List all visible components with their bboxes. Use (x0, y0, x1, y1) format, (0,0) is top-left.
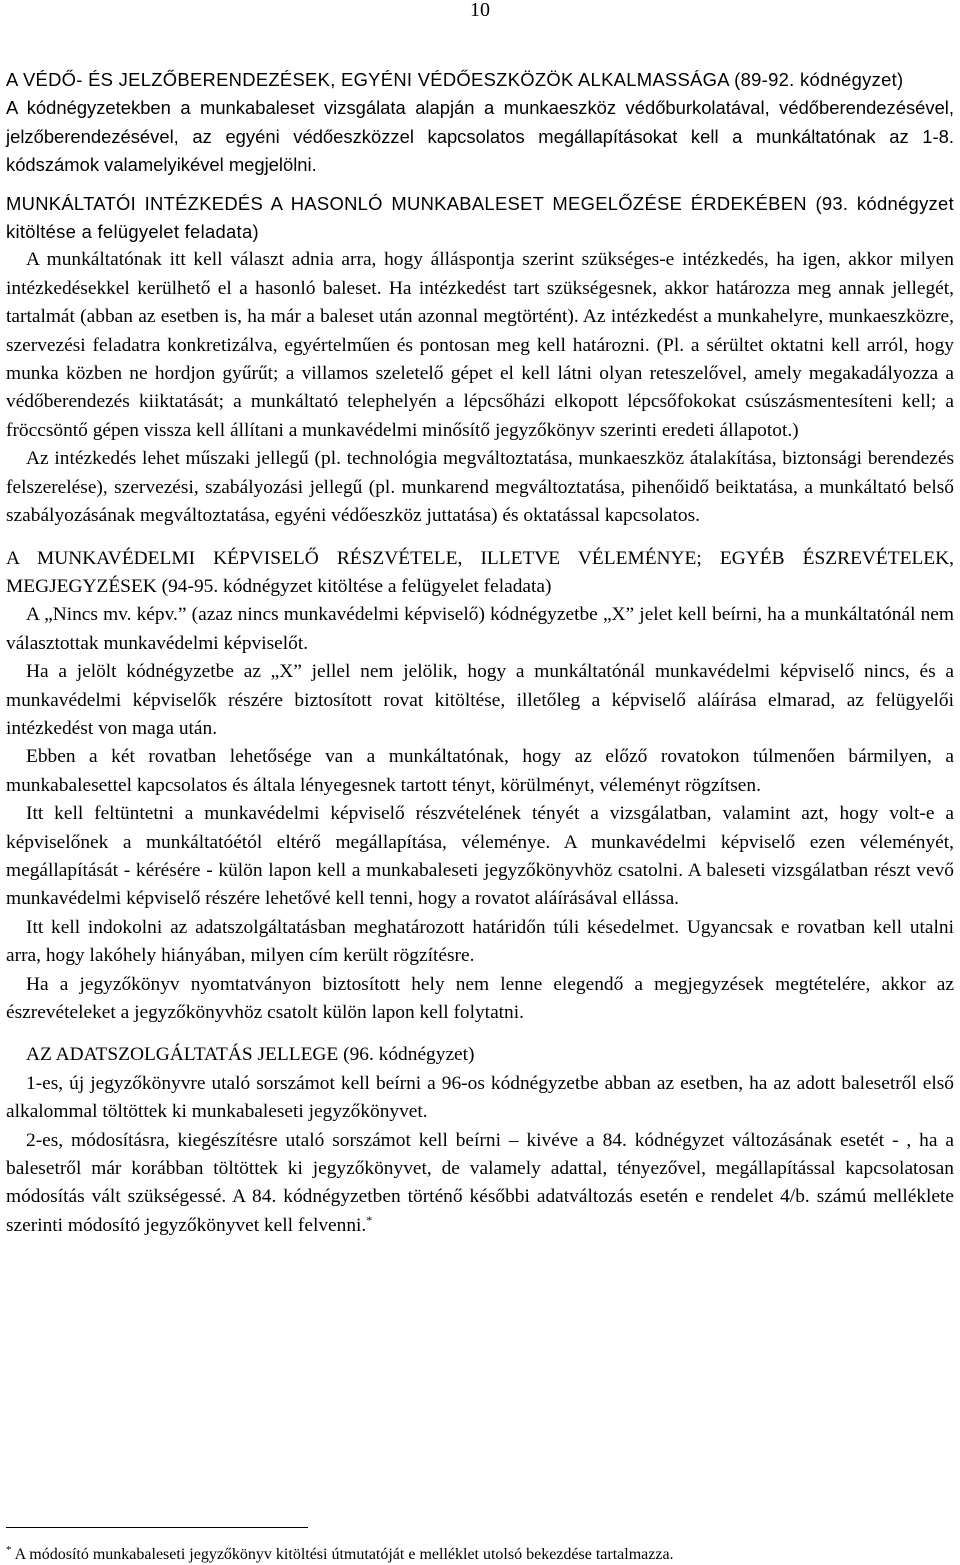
document-body (6, 66, 954, 1240)
footnote-reference: * (366, 1212, 373, 1227)
paragraph: Itt kell feltüntetni a munkavédelmi képviselő részvételének tényét a vizsgálatban, valamint azt, hogy volt-e a képviselőnek a munkáltatóétól eltérő megállapítása, véleménye. A munkavédelmi képviselő ezen véleményét, megállapítását - kérésére - külön lapon kell a munkabaleseti jegyzőkönyvhöz csatolni. A baleseti vizsgálatban részt vevő munkavédelmi képviselő részére lehetővé kell tenni, hogy a rovatot aláírásával ellássa. (6, 803, 954, 910)
paragraph-with-footnote (6, 1127, 954, 1241)
section-heading: A VÉDŐ- ÉS JELZŐBERENDEZÉSEK, EGYÉNI VÉDŐESZKÖZÖK ALKALMASSÁGA (89-92. kódnégyzet) (6, 69, 904, 90)
paragraph-text: 2-es, módosításra, kiegészítésre utaló sorszámot kell beírni – kivéve a 84. kódnégyzet változásának esetét - , ha a balesetről már korábban töltöttek ki jegyzőkönyvet, de valamely adattal, tényezővel, megállapítással kapcsolatosan módosítás vált szükségessé. A 84. kódnégyzetben történő későbbi adatváltozás esetén e rendelet 4/b. számú melléklete szerinti módosító jegyzőkönyvet kell felvenni. (6, 1129, 954, 1236)
section-heading: MUNKÁLTATÓI INTÉZKEDÉS A HASONLÓ MUNKABALESET MEGELŐZÉSE ÉRDEKÉBEN (93. kódnégyzet kitöltése a felügyelet feladata) (6, 192, 954, 243)
paragraph: Itt kell indokolni az adatszolgáltatásban meghatározott határidőn túli késedelmet. Ugyancsak e rovatban kell utalni arra, hogy lakóhely hiányában, milyen cím került rögzítésre. (6, 916, 954, 967)
section-heading: AZ ADATSZOLGÁLTATÁS JELLEGE (96. kódnégyzet) (26, 1044, 475, 1066)
page-number: 10 (470, 0, 490, 21)
paragraph: Ha a jelölt kódnégyzetbe az „X” jellel nem jelölik, hogy a munkáltatónál munkavédelmi képviselő nincs, és a munkavédelmi képviselők részére biztosított rovat kitöltése, illetőleg a képviselő aláírása elmarad, az felügyelői intézkedést von maga után. (6, 661, 954, 739)
footnote-text: A módosító munkabaleseti jegyzőkönyv kitöltési útmutatóját e melléklet utolsó bekezdése tartalmazza. (14, 1546, 674, 1563)
paragraph: A „Nincs mv. képv.” (azaz nincs munkavédelmi képviselő) kódnégyzetbe „X” jelet kell beírni, ha a munkáltatónál nem választottak munkavédelmi képviselőt. (6, 604, 954, 654)
section-protective-devices (6, 66, 954, 180)
paragraph: A kódnégyzetekben a munkabaleset vizsgálata alapján a munkaeszköz védőburkolatával, védőberendezésével, jelzőberendezésével, az egyéni védőeszközzel kapcsolatos megállapításokat kell a munkáltatónak az 1-8. kódszámok valamelyikével megjelölni. (6, 97, 954, 176)
paragraph: 1-es, új jegyzőkönyvre utaló sorszámot kell beírni a 96-os kódnégyzetbe abban az esetben, ha az adott balesetről első alkalommal töltöttek ki munkabaleseti jegyzőkönyvet. (6, 1072, 954, 1123)
paragraph: Ebben a két rovatban lehetősége van a munkáltatónak, hogy az előző rovatokon túlmenően bármilyen, a munkabalesettel kapcsolatos és általa lényegesnek tartott tényt, körülményt, véleményt rögzítsen. (6, 746, 954, 796)
section-safety-representative (6, 545, 954, 1028)
paragraph: A munkáltatónak itt kell választ adnia arra, hogy álláspontja szerint szükséges-e intézkedés, ha igen, akkor milyen intézkedésekkel kerülhető el a hasonló baleset. Ha intézkedést tart szükségesnek, akkor határozza meg annak jellegét, tartalmát (abban az esetben is, ha már a baleset után azonnal megtörtént). Az intézkedést a munkahelyre, munkaeszközre, szervezési feladatra konkretizálva, egyértelműen és pontosan meg kell határozni. (Pl. a sérültet oktatni kell arról, hogy munka közben ne hordjon gyűrűt; a villamos szeletelő gépet el kell látni olyan reteszelővel, amely megakadályozza a védőberendezés kiiktatását; a munkáltató telephelyén a lépcsőházi elkopott lépcsőfokokat csúszásmentesíteni kell; a fröccsöntő gépen vissza kell állítani a munkavédelmi minősítő jegyzőkönyv szerinti eredeti állapotot.) (6, 249, 954, 441)
paragraph: Az intézkedés lehet műszaki jellegű (pl. technológia megváltoztatása, munkaeszköz átalakítása, biztonsági berendezés felszerelése), szervezési, szabályozási jellegű (pl. munkarend megváltoztatása, pihenőidő beiktatása, a munkáltató belső szabályozásának megváltoztatása, egyéni védőeszköz juttatása) és oktatással kapcsolatos. (6, 448, 954, 527)
footnote-separator (6, 1527, 308, 1528)
footnote-mark: * (6, 1544, 12, 1556)
section-heading: A MUNKAVÉDELMI KÉPVISELŐ RÉSZVÉTELE, ILLETVE VÉLEMÉNYE; EGYÉB ÉSZREVÉTELEK, MEGJEGYZÉSEK (94-95. kódnégyzet kitöltése a felügyelet feladata) (6, 547, 954, 597)
footnote (6, 1545, 954, 1565)
paragraph: Ha a jegyzőkönyv nyomtatványon biztosított hely nem lenne elegendő a megjegyzések megtételére, akkor az észrevételeket a jegyzőkönyvhöz csatolt külön lapon kell folytatni. (6, 973, 954, 1023)
section-employer-measures (6, 190, 954, 531)
section-data-type (6, 1041, 954, 1240)
